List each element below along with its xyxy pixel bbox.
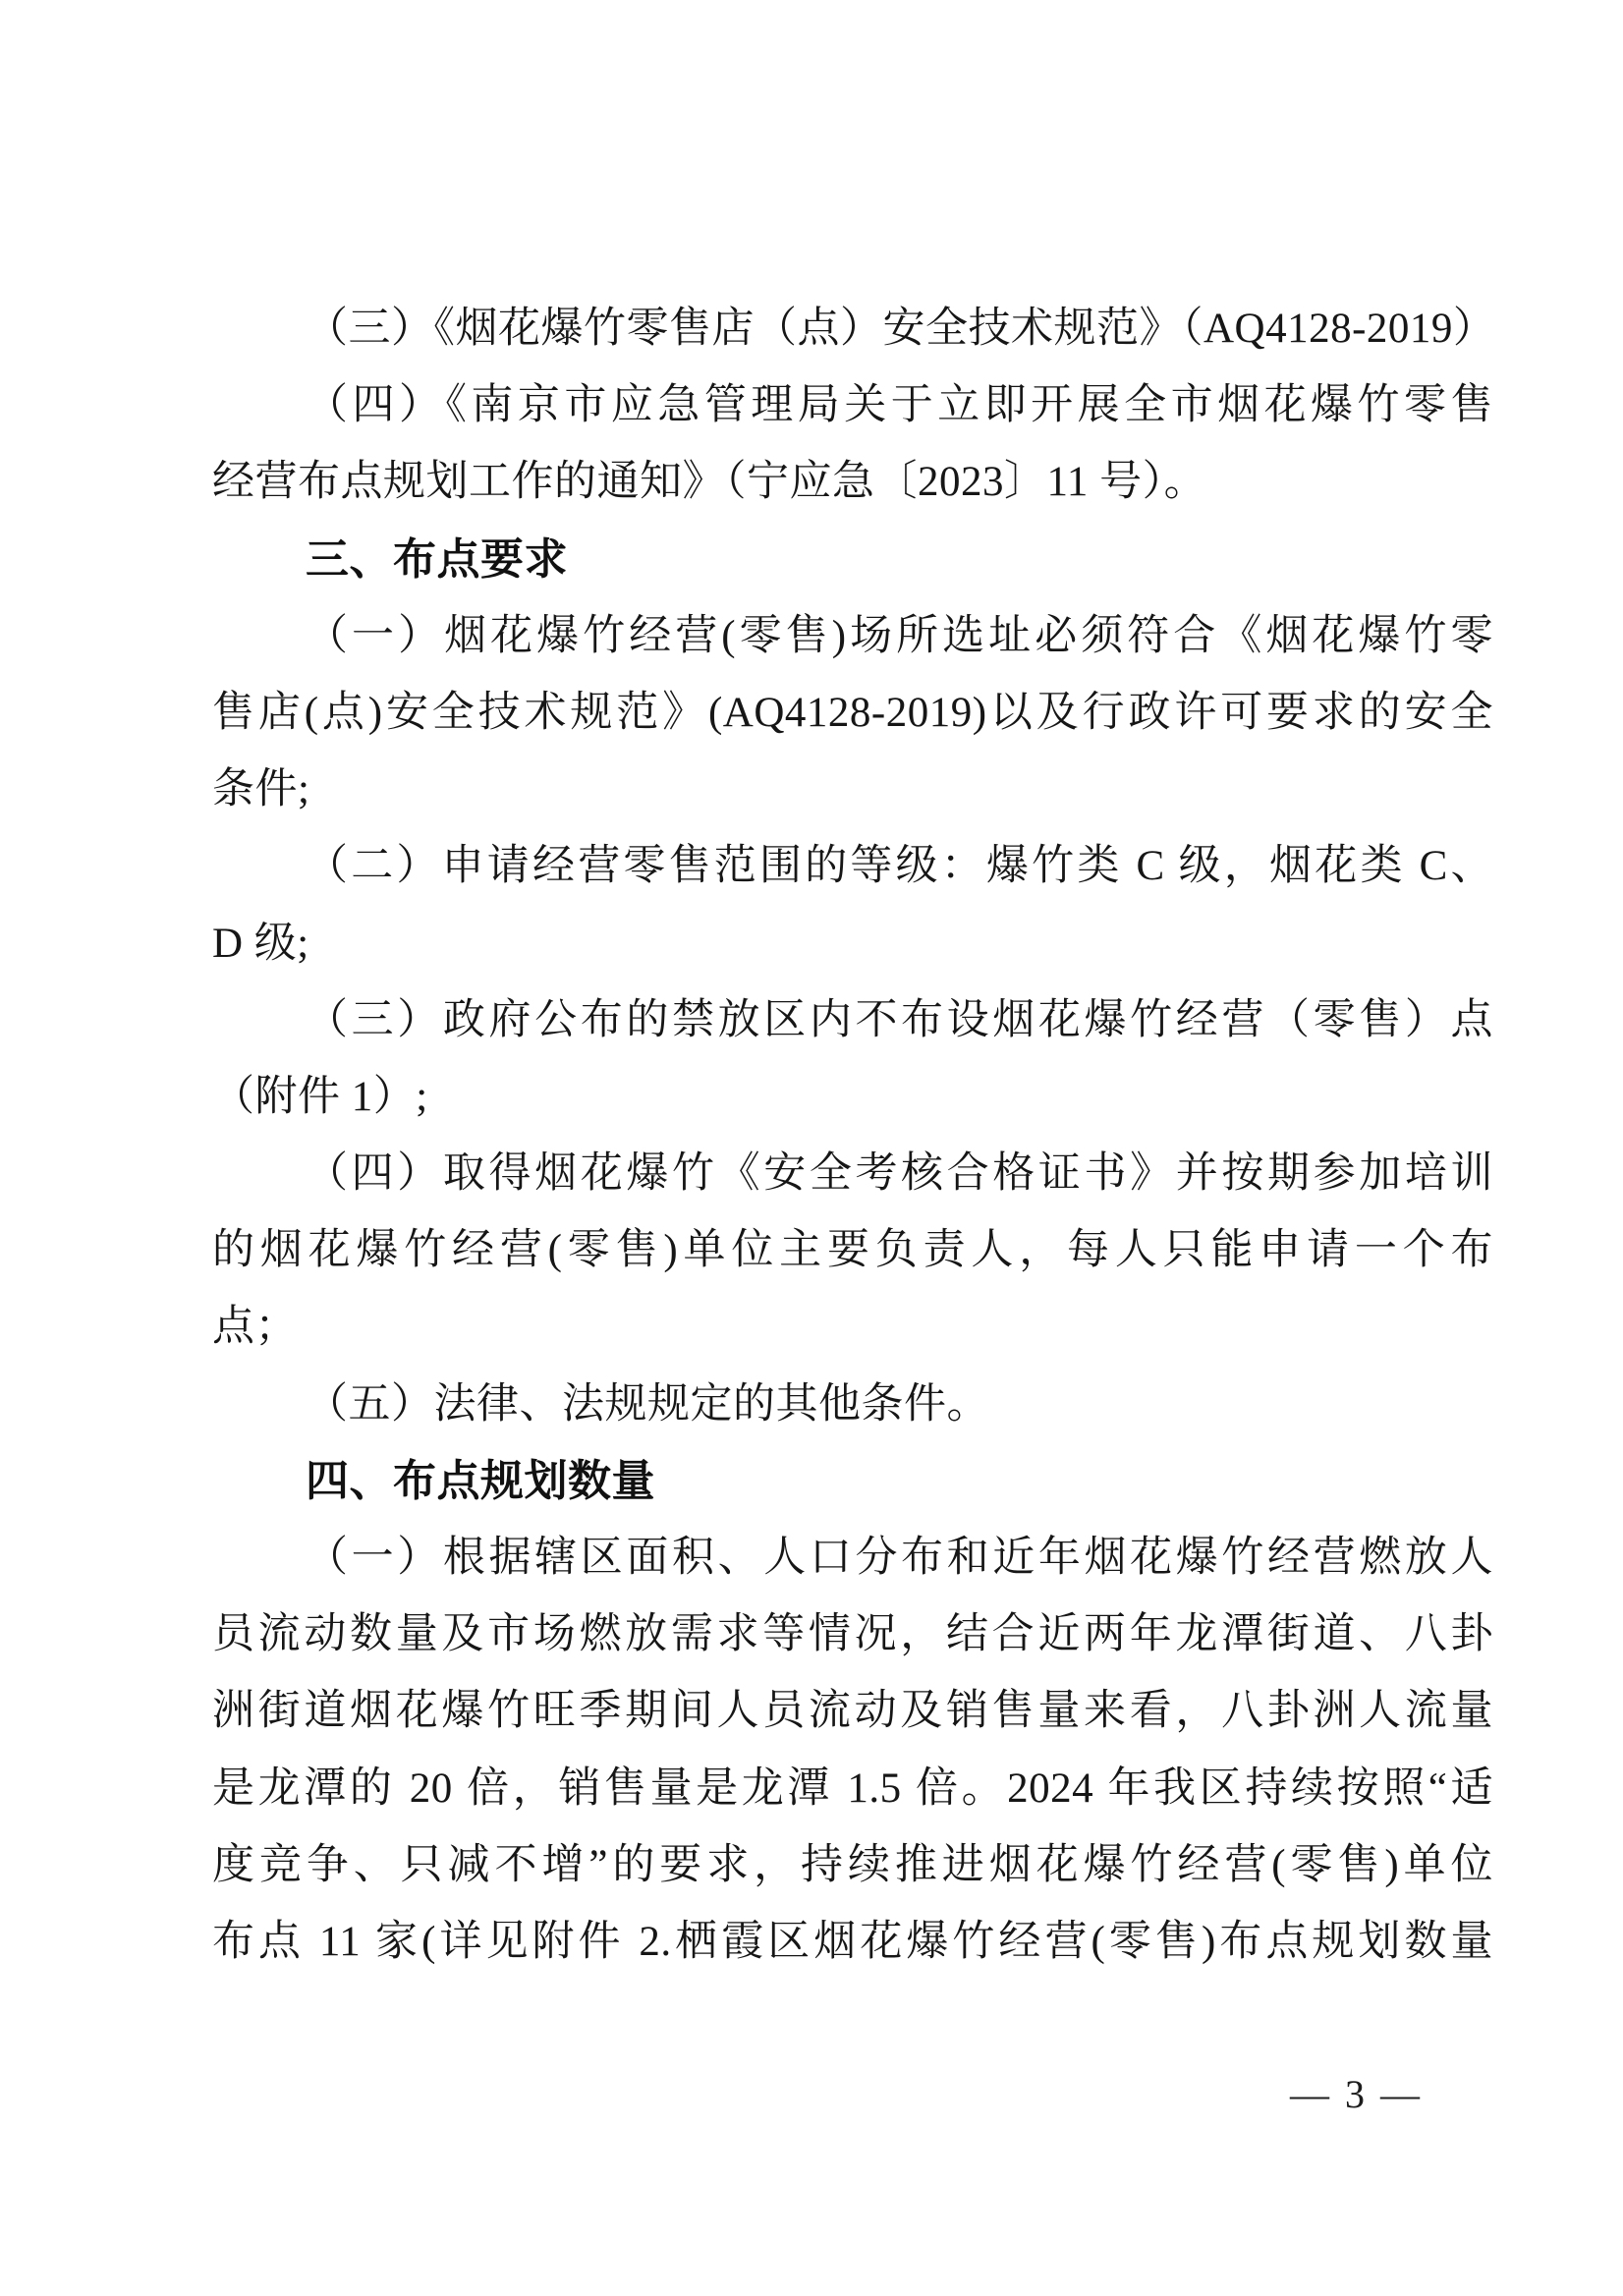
text-line: 洲街道烟花爆竹旺季期间人员流动及销售量来看，八卦洲人流量 xyxy=(212,1688,1493,1735)
text-line: （三）政府公布的禁放区内不布设烟花爆竹经营（零售）点 xyxy=(306,996,1493,1043)
text-line: （五）法律、法规规定的其他条件。 xyxy=(306,1380,989,1428)
text-line: 点； xyxy=(212,1304,298,1351)
text-line: D 级; xyxy=(212,920,309,967)
text-line: 度竞争、只减不增”的要求，持续推进烟花爆竹经营(零售)单位 xyxy=(212,1841,1493,1888)
section-heading: 四、布点规划数量 xyxy=(306,1456,655,1505)
document-body xyxy=(212,291,1496,1981)
text-line: 布点 11 家(详见附件 2.栖霞区烟花爆竹经营(零售)布点规划数量 xyxy=(212,1918,1493,1965)
text-line: 售店(点)安全技术规范》(AQ4128-2019)以及行政许可要求的安全 xyxy=(212,689,1493,736)
text-line: （四）《南京市应急管理局关于立即开展全市烟花爆竹零售 xyxy=(306,382,1493,429)
text-line: 的烟花爆竹经营(零售)单位主要负责人，每人只能申请一个布 xyxy=(212,1227,1493,1274)
text-line: （四）取得烟花爆竹《安全考核合格证书》并按期参加培训 xyxy=(306,1150,1493,1198)
text-line: 经营布点规划工作的通知》（宁应急〔2023〕11 号）。 xyxy=(212,459,1207,506)
text-line: （三）《烟花爆竹零售店（点）安全技术规范》（AQ4128-2019） xyxy=(306,306,1496,352)
text-line: 条件; xyxy=(212,766,310,813)
page-number: — 3 — xyxy=(1290,2072,1423,2116)
text-line: 员流动数量及市场燃放需求等情况，结合近两年龙潭街道、八卦 xyxy=(212,1611,1493,1658)
section-heading: 三、布点要求 xyxy=(306,534,568,584)
text-line: 是龙潭的 20 倍，销售量是龙潭 1.5 倍。2024 年我区持续按照“适 xyxy=(212,1764,1493,1812)
text-line: （一）烟花爆竹经营(零售)场所选址必须符合《烟花爆竹零 xyxy=(306,612,1493,659)
text-line: （附件 1）; xyxy=(212,1073,428,1120)
text-line: （一）根据辖区面积、人口分布和近年烟花爆竹经营燃放人 xyxy=(306,1535,1493,1581)
text-line: （二）申请经营零售范围的等级：爆竹类 C 级，烟花类 C、 xyxy=(306,843,1493,890)
